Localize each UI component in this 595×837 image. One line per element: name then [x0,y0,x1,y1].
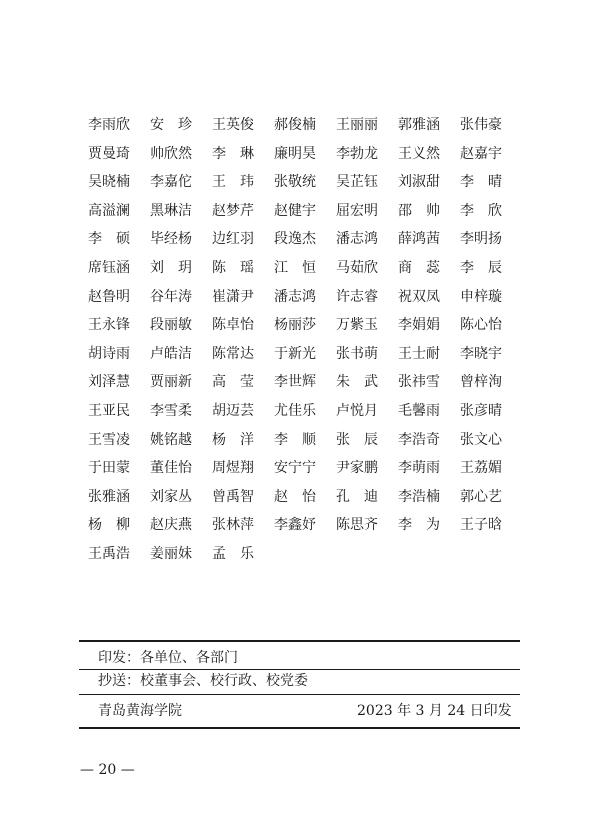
name-entry: 赵梦芹 [212,202,254,219]
name-entry: 王亚民 [88,402,130,419]
name-entry: 刘家丛 [150,488,192,505]
name-entry: 潘志鸿 [336,231,378,248]
name-entry: 杨 洋 [212,431,254,448]
name-entry: 曾梓洵 [460,374,502,391]
name-entry: 李 为 [398,517,440,534]
name-entry: 李 欣 [460,202,502,219]
name-entry: 董佳怡 [150,460,192,477]
name-entry: 李鑫妤 [274,517,316,534]
name-entry: 李勃龙 [336,145,378,162]
name-entry: 王士耐 [398,345,440,362]
name-entry: 安宁宁 [274,460,316,477]
name-entry: 李 辰 [460,259,502,276]
name-entry: 陈常达 [212,345,254,362]
name-entry: 陈 瑶 [212,259,254,276]
name-entry: 吴晓楠 [88,174,130,191]
name-entry: 祝双凤 [398,288,440,305]
name-entry: 王丽丽 [336,117,378,133]
name-entry: 李娟娟 [398,317,440,334]
name-entry: 李浩奇 [398,431,440,448]
name-entry: 王 玮 [212,174,254,191]
name-entry: 张敬统 [274,174,316,191]
issuer-name: 青岛黄海学院 [98,703,182,719]
name-entry: 段丽敏 [150,317,192,334]
name-entry: 张文心 [460,431,502,448]
name-entry: 李浩楠 [398,488,440,505]
issue-date: 2023 年 3 月 24 日印发 [357,703,512,719]
name-entry: 陈心怡 [460,317,502,334]
name-entry: 郭心艺 [460,488,502,505]
name-entry: 张雅涵 [88,488,130,505]
name-entry: 申梓璇 [460,288,502,305]
name-entry: 张彦晴 [460,402,502,419]
name-entry: 江 恒 [274,259,316,276]
name-entry: 孔 迪 [336,488,378,505]
name-entry: 李雨欣 [88,117,130,133]
name-entry: 胡迈芸 [212,402,254,419]
name-entry: 杨丽莎 [274,317,316,334]
name-entry: 张伟豪 [460,117,502,133]
name-entry: 谷年涛 [150,288,192,305]
name-entry: 帅欣然 [150,145,192,162]
name-entry: 张祎雪 [398,374,440,391]
name-entry: 安 珍 [150,117,192,133]
name-entry: 姚铭越 [150,431,192,448]
name-entry: 胡诗雨 [88,345,130,362]
name-entry: 刘淑甜 [398,174,440,191]
name-entry: 曾禹智 [212,488,254,505]
name-entry: 万紫玉 [336,317,378,334]
name-entry: 赵庆燕 [150,517,192,534]
name-entry: 郭雅涵 [398,117,440,133]
name-entry: 王雪凌 [88,431,130,448]
name-entry: 潘志鸿 [274,288,316,305]
name-entry: 卢皓洁 [150,345,192,362]
footer-middle-rule-2 [79,694,520,695]
name-entry: 朱 武 [336,374,378,391]
name-entry: 刘 玥 [150,259,192,276]
name-entry: 李晓宇 [460,345,502,362]
name-entry: 张 辰 [336,431,378,448]
name-entry: 郝俊楠 [274,117,316,133]
name-entry: 段逸杰 [274,231,316,248]
name-entry: 邵 帅 [398,202,440,219]
name-entry: 席钰涵 [88,259,130,276]
name-entry: 赵健宇 [274,202,316,219]
name-entry: 马茹欣 [336,259,378,276]
name-entry: 屈宏明 [336,202,378,219]
name-entry: 贾丽新 [150,374,192,391]
name-entry: 赵 怡 [274,488,316,505]
name-entry: 尹家鹏 [336,460,378,477]
footer-bottom-rule [79,727,520,729]
footer-top-rule [79,640,520,642]
name-entry: 卢悦月 [336,402,378,419]
name-entry: 王子晗 [460,517,502,534]
name-entry: 李明扬 [460,231,502,248]
name-entry: 高溢澜 [88,202,130,219]
cc-line: 抄送：校董事会、校行政、校党委 [98,673,308,689]
name-entry: 薛鸿茜 [398,231,440,248]
name-entry: 李雪柔 [150,402,192,419]
name-entry: 李 晴 [460,174,502,191]
name-entry: 陈卓怡 [212,317,254,334]
name-entry: 李世辉 [274,374,316,391]
name-entry: 赵嘉宇 [460,145,502,162]
name-entry: 杨 柳 [88,517,130,534]
page-number: — 20 — [80,762,135,778]
name-entry: 于田蒙 [88,460,130,477]
name-entry: 毕经杨 [150,231,192,248]
name-entry: 高 莹 [212,374,254,391]
name-entry: 吴芷钰 [336,174,378,191]
name-entry: 尤佳乐 [274,402,316,419]
name-entry: 周煜翔 [212,460,254,477]
name-entry: 王荔媚 [460,460,502,477]
name-entry: 廉明昊 [274,145,316,162]
name-entry: 赵鲁明 [88,288,130,305]
footer-middle-rule-1 [79,669,520,670]
name-entry: 王义然 [398,145,440,162]
name-entry: 贾曼琦 [88,145,130,162]
name-entry: 王禹浩 [88,545,130,562]
name-entry: 毛馨雨 [398,402,440,419]
name-entry: 于新光 [274,345,316,362]
name-entry: 王永锋 [88,317,130,334]
distribution-line: 印发：各单位、各部门 [98,650,238,666]
name-entry: 李 琳 [212,145,254,162]
name-entry: 刘泽慧 [88,374,130,391]
name-entry: 张林萍 [212,517,254,534]
name-entry: 李萌雨 [398,460,440,477]
name-entry: 李 顺 [274,431,316,448]
name-entry: 李 硕 [88,231,130,248]
name-entry: 许志睿 [336,288,378,305]
name-entry: 姜丽妹 [150,545,192,562]
name-entry: 李嘉佗 [150,174,192,191]
name-entry: 孟 乐 [212,545,254,562]
name-entry: 崔潇尹 [212,288,254,305]
name-entry: 黑琳洁 [150,202,192,219]
honoree-name-list [88,111,518,569]
name-entry: 王英俊 [212,117,254,133]
name-entry: 边红羽 [212,231,254,248]
name-entry: 陈思齐 [336,517,378,534]
name-entry: 商 蕊 [398,259,440,276]
name-entry: 张书萌 [336,345,378,362]
